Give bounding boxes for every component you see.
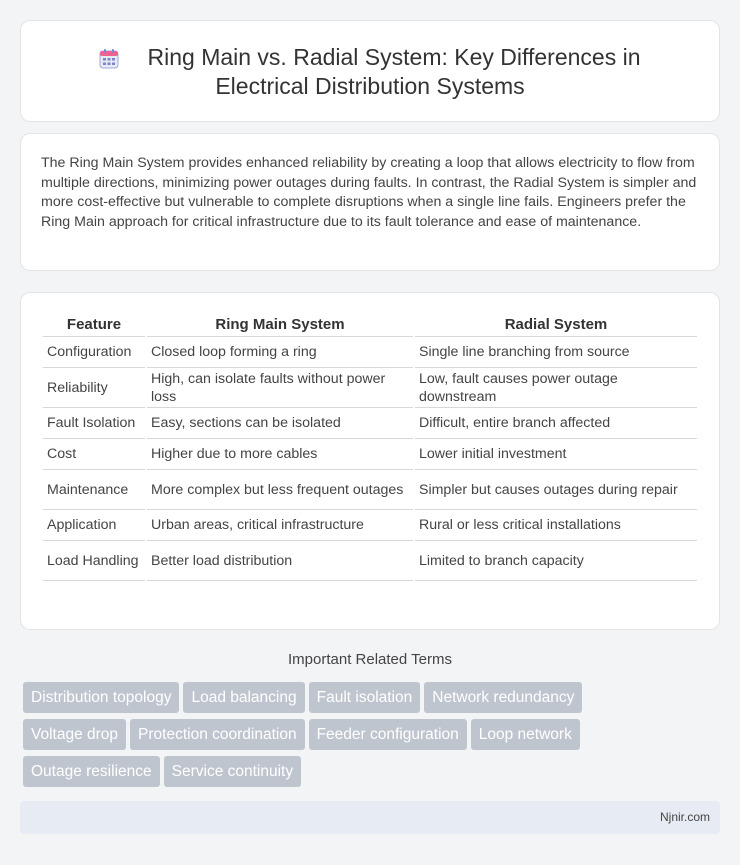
table-cell: High, can isolate faults without power loss [147,368,413,408]
table-cell: Single line branching from source [415,337,697,368]
table-cell: Configuration [43,337,145,368]
term-tag[interactable]: Voltage drop [23,719,126,750]
term-tag[interactable]: Service continuity [164,756,301,787]
term-tag[interactable]: Distribution topology [23,682,179,713]
table-row [43,337,697,368]
table-row [43,368,697,408]
table-cell: Easy, sections can be isolated [147,408,413,439]
table-cell: Difficult, entire branch affected [415,408,697,439]
page-title-line2: Electrical Distribution Systems [215,73,525,99]
intro-card [20,133,720,271]
table-cell: Better load distribution [147,541,413,581]
footer [20,801,720,834]
table-cell: Simpler but causes outages during repair [415,470,697,510]
table-cell: Limited to branch capacity [415,541,697,581]
header-ring-main: Ring Main System [147,313,413,337]
related-terms-heading: Important Related Terms [288,651,452,668]
table-cell: Higher due to more cables [147,439,413,470]
header-feature: Feature [43,313,145,337]
page-title-line1: Ring Main vs. Radial System: Key Differences in [147,44,641,70]
page-title [100,43,641,101]
table-cell: Load Handling [43,541,145,581]
term-tag[interactable]: Protection coordination [130,719,305,750]
table-cell: Application [43,510,145,541]
table-cell: Rural or less critical installations [415,510,697,541]
table-cell: More complex but less frequent outages [147,470,413,510]
term-tag[interactable]: Load balancing [183,682,304,713]
table-row [43,408,697,439]
term-tag[interactable]: Outage resilience [23,756,160,787]
table-row [43,439,697,470]
table-cell: Fault Isolation [43,408,145,439]
related-terms-tags [23,682,723,793]
term-tag[interactable]: Network redundancy [424,682,582,713]
table-cell: Cost [43,439,145,470]
comparison-table [41,313,699,581]
table-row [43,470,697,510]
footer-site[interactable]: Njnir.com [659,810,710,824]
table-cell: Closed loop forming a ring [147,337,413,368]
table-cell: Urban areas, critical infrastructure [147,510,413,541]
table-cell: Low, fault causes power outage downstream [415,368,697,408]
title-card [20,20,720,122]
term-tag[interactable]: Feeder configuration [309,719,467,750]
table-cell: Lower initial investment [415,439,697,470]
term-tag[interactable]: Loop network [471,719,580,750]
table-row [43,510,697,541]
table-cell: Reliability [43,368,145,408]
intro-paragraph: The Ring Main System provides enhanced reliability by creating a loop that allows electricity to flow from multiple directions, minimizing power outages during faults. In contrast, the Radial System is simpler and more cost-effective but vulnerable to complete disruptions when a single line fails. Engineers prefer the Ring Main approach for critical infrastructure due to its fault tolerance and ease of maintenance. [41,155,697,230]
table-row [43,541,697,581]
table-cell: Maintenance [43,470,145,510]
header-radial: Radial System [415,313,697,337]
term-tag[interactable]: Fault isolation [309,682,421,713]
table-header-row [43,313,697,337]
comparison-table-card [20,292,720,630]
